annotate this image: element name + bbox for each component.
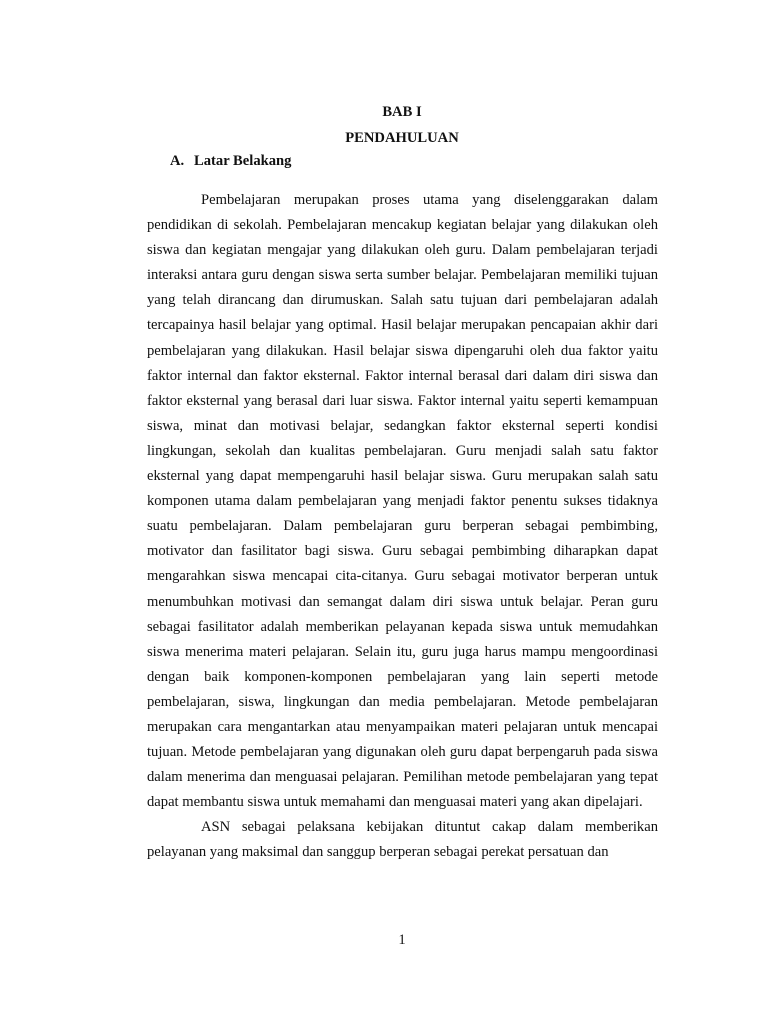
chapter-label: BAB I (382, 104, 422, 120)
page-number: 1 (398, 932, 406, 948)
chapter-title: PENDAHULUAN (345, 130, 459, 146)
section-heading (170, 151, 291, 171)
paragraph: Pembelajaran merupakan proses utama yang diselenggarakan dalam pendidikan di sekolah. Pembelajaran mencakup kegiatan belajar yang dilakukan oleh siswa dan kegiatan mengajar yang dilakukan oleh guru. Dalam pembelajaran terjadi interaksi antara guru dengan siswa serta sumber belajar. Pembelajaran memiliki tujuan yang telah dirancang dan dirumuskan. Salah satu tujuan dari pembelajaran adalah tercapainya hasil belajar yang optimal. Hasil belajar merupakan pencapaian akhir dari pembelajaran yang dilakukan. Hasil belajar siswa dipengaruhi oleh dua faktor yaitu faktor internal dan faktor eksternal. Faktor internal berasal dari dalam diri siswa dan faktor eksternal yang berasal dari luar siswa. Faktor internal yaitu seperti kemampuan siswa, minat dan motivasi belajar, sedangkan faktor eksternal seperti kondisi lingkungan, sekolah dan kualitas pembelajaran. Guru menjadi salah satu faktor eksternal yang dapat mempengaruhi hasil belajar siswa. Guru merupakan salah satu komponen utama dalam pembelajaran yang menjadi faktor penentu sukses tidaknya suatu pembelajaran. Dalam pembelajaran guru berperan sebagai pembimbing, motivator dan fasilitator bagi siswa. Guru sebagai pembimbing diharapkan dapat mengarahkan siswa mencapai cita-citanya. Guru sebagai motivator berperan untuk menumbuhkan motivasi dan semangat dalam diri siswa untuk belajar. Peran guru sebagai fasilitator adalah memberikan pelayanan kepada siswa untuk memudahkan siswa menerima materi pelajaran. Selain itu, guru juga harus mampu mengoordinasi dengan baik komponen-komponen pembelajaran yang lain seperti metode pembelajaran, siswa, lingkungan dan media pembelajaran. Metode pembelajaran merupakan cara mengantarkan atau menyampaikan materi pelajaran untuk mencapai tujuan. Metode pembelajaran yang digunakan oleh guru dapat berpengaruh pada siswa dalam menerima dan menguasai pelajaran. Pemilihan metode pembelajaran yang tepat dapat membantu siswa untuk memahami dan menguasai materi yang akan dipelajari. (147, 192, 658, 811)
section-letter: A. (170, 153, 185, 169)
body-text (147, 188, 658, 866)
section-title: Latar Belakang (194, 153, 292, 169)
paragraph: ASN sebagai pelaksana kebijakan dituntut cakap dalam memberikan pelayanan yang maksimal dan sanggup berperan sebagai perekat persatuan dan (147, 819, 658, 861)
